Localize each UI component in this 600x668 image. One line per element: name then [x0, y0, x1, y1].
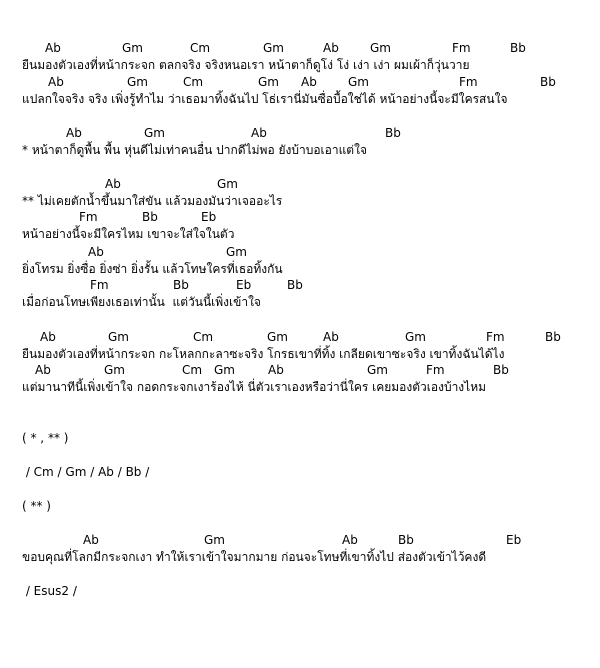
chord-label: Ab: [35, 363, 51, 377]
chord-label: Bb: [173, 278, 189, 292]
chord-label: Gm: [144, 126, 165, 140]
chord-label: Ab: [301, 75, 317, 89]
chord-label: Cm: [193, 330, 214, 344]
chord-label: Gm: [263, 41, 284, 55]
chord-label: Gm: [405, 330, 426, 344]
chord-label: Ab: [45, 41, 61, 55]
chord-label: Fm: [452, 41, 471, 55]
chord-label: Cm: [183, 75, 204, 89]
chord-label: Gm: [214, 363, 235, 377]
section-note: / Esus2 /: [22, 584, 77, 598]
chord-label: Bb: [287, 278, 303, 292]
chord-label: Gm: [108, 330, 129, 344]
lyric-line: แปลกใจจริง จริง เพิ่งรู้ทำไม ว่าเธอมาทิ้งฉันไป โธ่เรานี่มันซื่อบื้อใช่ได้ หน้าอย่างนี้จะมีใครสนใจ: [22, 92, 508, 106]
chord-label: Ab: [83, 533, 99, 547]
chord-label: Gm: [226, 245, 247, 259]
lyric-line: หน้าอย่างนี้จะมีใครไหม เขาจะใส่ใจในตัว: [22, 227, 235, 241]
lyric-line: เมื่อก่อนโทษเพียงเธอเท่านั้น แต่วันนี้เพิ่งเข้าใจ: [22, 295, 261, 309]
chord-label: Ab: [323, 41, 339, 55]
chord-label: Gm: [348, 75, 369, 89]
chord-label: Gm: [217, 177, 238, 191]
chord-label: Eb: [201, 210, 217, 224]
chord-label: Eb: [236, 278, 252, 292]
lyric-line: แต่มานาทีนี้เพิ่งเข้าใจ กอดกระจกเงาร้องไห้ นี่ตัวเราเองหรือว่านี่ใคร เคยมองตัวเองบ้างไหม: [22, 380, 487, 394]
chord-label: Fm: [459, 75, 478, 89]
chord-label: Bb: [385, 126, 401, 140]
chord-label: Gm: [258, 75, 279, 89]
chord-label: Fm: [486, 330, 505, 344]
chord-label: Ab: [105, 177, 121, 191]
chord-label: Ab: [88, 245, 104, 259]
lyric-line: ยืนมองตัวเองที่หน้ากระจก ตลกจริง จริงหนอเรา หน้าตาก็ดูโง่ โง่ เง่า เง่า ผมเผ้าก็วุ่นวาย: [22, 58, 470, 72]
chord-label: Cm: [182, 363, 203, 377]
chord-label: Eb: [506, 533, 522, 547]
chord-label: Gm: [370, 41, 391, 55]
chord-label: Ab: [48, 75, 64, 89]
chord-label: Fm: [90, 278, 109, 292]
chord-label: Gm: [122, 41, 143, 55]
chord-label: Gm: [104, 363, 125, 377]
chord-label: Ab: [323, 330, 339, 344]
lyric-line: ขอบคุณที่โลกมีกระจกเงา ทำให้เราเข้าใจมากมาย ก่อนจะโทษที่เขาทิ้งไป ส่องตัวเข้าไว้คงดี: [22, 550, 487, 564]
section-note: / Cm / Gm / Ab / Bb /: [22, 465, 150, 479]
chord-label: Bb: [142, 210, 158, 224]
chord-label: Gm: [367, 363, 388, 377]
chord-label: Fm: [426, 363, 445, 377]
chord-label: Bb: [540, 75, 556, 89]
chord-label: Bb: [545, 330, 561, 344]
chord-label: Ab: [268, 363, 284, 377]
chord-label: Bb: [493, 363, 509, 377]
lyric-line: ยืนมองตัวเองที่หน้ากระจก กะโหลกกะลาซะจริง โกรธเขาที่ทิ้ง เกลียดเขาซะจริง เขาทิ้งฉันได้ไง: [22, 347, 505, 361]
chord-label: Ab: [342, 533, 358, 547]
chord-label: Gm: [267, 330, 288, 344]
lyric-line: ** ไม่เคยตักน้ำขึ้นมาใส่ขัน แล้วมองมันว่าเจออะไร: [22, 194, 283, 208]
lyric-line: ยิ่งโทรม ยิ่งซื่อ ยิ่งซ่า ยิ่งรั้น แล้วโทษใครที่เธอทิ้งกัน: [22, 262, 283, 276]
chord-label: Cm: [190, 41, 211, 55]
lyric-line: * หน้าตาก็ดูพื้น พื้น หุ่นดีไม่เท่าคนอื่น ปากดีไม่พอ ยังบ้าบอเอาแต่ใจ: [22, 143, 367, 157]
chord-label: Ab: [251, 126, 267, 140]
chord-label: Ab: [66, 126, 82, 140]
chord-label: Gm: [204, 533, 225, 547]
chord-label: Bb: [398, 533, 414, 547]
section-note: ( * , ** ): [22, 431, 69, 445]
chord-label: Gm: [127, 75, 148, 89]
chord-label: Bb: [510, 41, 526, 55]
chord-label: Fm: [79, 210, 98, 224]
section-note: ( ** ): [22, 499, 51, 513]
chord-label: Ab: [40, 330, 56, 344]
